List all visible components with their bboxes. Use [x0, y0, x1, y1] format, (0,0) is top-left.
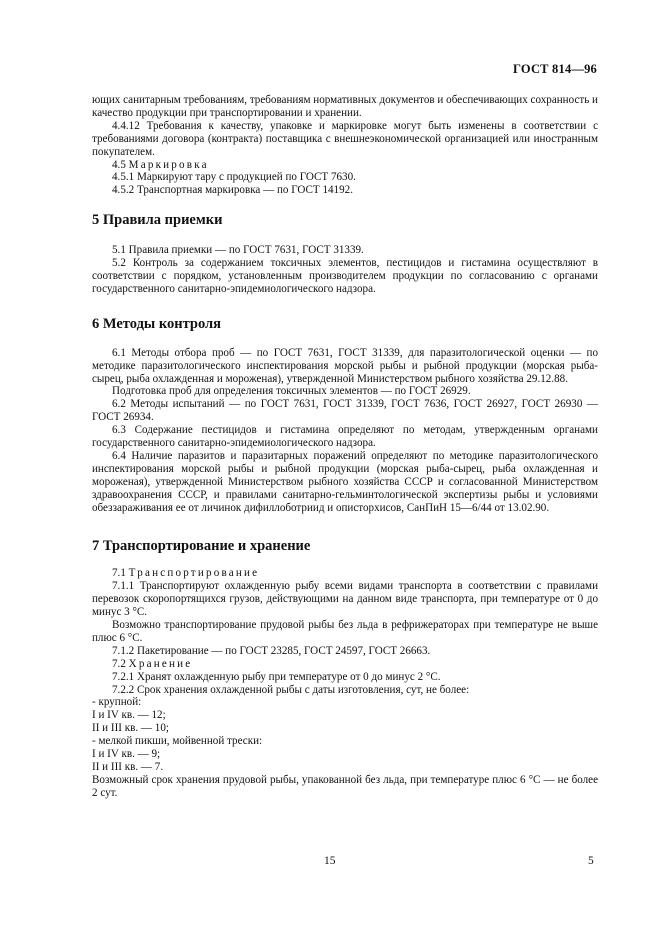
- paragraph: 6.4 Наличие паразитов и паразитарных поражений определяют по методике паразитологического инспектирования морской рыбы и рыбной продукции (морская рыба-сырец, рыба охлажденная и мороженая), утвержденной Министерством рыбного хозяйства СССР и согласованной Министерством здравоохранения СССР, и правилами санитарно-гельминтологической экспертизы рыбы и условиями обеззараживания ее от личинок дифиллоботриид и описторхисов, СанПиН 15—6/44 от 13.02.90.: [92, 449, 598, 514]
- document-body: [92, 94, 598, 800]
- document-id: ГОСТ 814—96: [513, 62, 597, 76]
- paragraph: 7.1.1 Транспортируют охлажденную рыбу всеми видами транспорта в соответствии с правилами перевозок скоропортящихся грузов, действующими на данном виде транспорта, при температуре от 0 до минус 3 °С.: [92, 580, 598, 619]
- paragraph: 7.1.2 Пакетирование — по ГОСТ 23285, ГОСТ 24597, ГОСТ 26663.: [112, 644, 431, 657]
- paragraph: 7.2.2 Срок хранения охлажденной рыбы с даты изготовления, сут, не более:: [112, 683, 470, 696]
- paragraph: [92, 159, 598, 172]
- paragraph: 4.5.1 Маркируют тару с продукцией по ГОСТ 7630.: [112, 171, 356, 184]
- paragraph: 6.3 Содержание пестицидов и гистамина определяют по методам, утвержденным органами государственного санитарно-эпидемиологического надзора.: [92, 424, 598, 450]
- paragraph: Возможно транспортирование прудовой рыбы без льда в рефрижераторах при температуре не выше плюс 6 °С.: [92, 619, 598, 644]
- page-number-center: 15: [324, 855, 336, 867]
- page-number-right: 5: [588, 855, 594, 867]
- paragraph: I и IV кв. — 12;: [92, 709, 166, 722]
- section-heading: 7 Транспортирование и хранение: [92, 538, 311, 555]
- subsection-title: Маркировка: [128, 158, 209, 171]
- subsection-title: Транспортирование: [128, 567, 260, 580]
- paragraph: I и IV кв. — 9;: [92, 748, 161, 761]
- paragraph: 7.2.1 Хранят охлажденную рыбу при температуре от 0 до минус 2 °С.: [112, 670, 441, 683]
- section-heading: 5 Правила приемки: [92, 212, 223, 229]
- paragraph: 6.2 Методы испытаний — по ГОСТ 7631, ГОСТ 31339, ГОСТ 7636, ГОСТ 26927, ГОСТ 26930 — ГОСТ 26934.: [92, 398, 598, 424]
- paragraph: II и III кв. — 10;: [92, 722, 169, 735]
- subsection-title: Хранение: [128, 657, 193, 670]
- paragraph: 4.5.2 Транспортная маркировка — по ГОСТ 14192.: [112, 184, 353, 197]
- paragraph: - мелкой пикши, мойвенной трески:: [92, 735, 263, 748]
- section-heading: 6 Методы контроля: [92, 315, 222, 332]
- subsection-number: 7.2: [112, 657, 129, 670]
- paragraph: 5.2 Контроль за содержанием токсичных элементов, пестицидов и гистамина осуществляют в соответствии с порядком, установленным производителем продукции по согласованию с органами государственного санитарно-эпидемиологического надзора.: [92, 257, 598, 295]
- paragraph: - крупной:: [92, 696, 142, 709]
- paragraph: 6.1 Методы отбора проб — по ГОСТ 7631, ГОСТ 31339, для паразитологической оценки — по методике паразитологического инспектирования морской рыбы и рыбной продукции (морская рыба-сырец, рыба охлажденная и мороженая), утвержденной Министерством рыбного хозяйства 29.12.88.: [92, 346, 598, 385]
- paragraph: Подготовка проб для определения токсичных элементов — по ГОСТ 26929.: [112, 385, 471, 398]
- paragraph: Возможный срок хранения прудовой рыбы, упакованной без льда, при температуре плюс 6 °С — не более 2 сут.: [92, 773, 598, 799]
- paragraph: 4.4.12 Требования к качеству, упаковке и маркировке могут быть изменены в соответствии с требованиями договора (контракта) поставщика с внешнеэкономической организацией или иностранным покупателем.: [92, 119, 598, 158]
- paragraph: 5.1 Правила приемки — по ГОСТ 7631, ГОСТ 31339.: [112, 244, 364, 257]
- subsection-number: 7.1: [112, 567, 129, 580]
- paragraph: [92, 567, 598, 580]
- subsection-number: 4.5: [112, 158, 129, 171]
- paragraph: ющих санитарным требованиям, требованиям нормативных документов и обеспечивающих сохранность и качество продукции при транспортировании и хранении.: [92, 94, 598, 119]
- paragraph: [92, 658, 598, 671]
- paragraph: II и III кв. — 7.: [92, 760, 164, 773]
